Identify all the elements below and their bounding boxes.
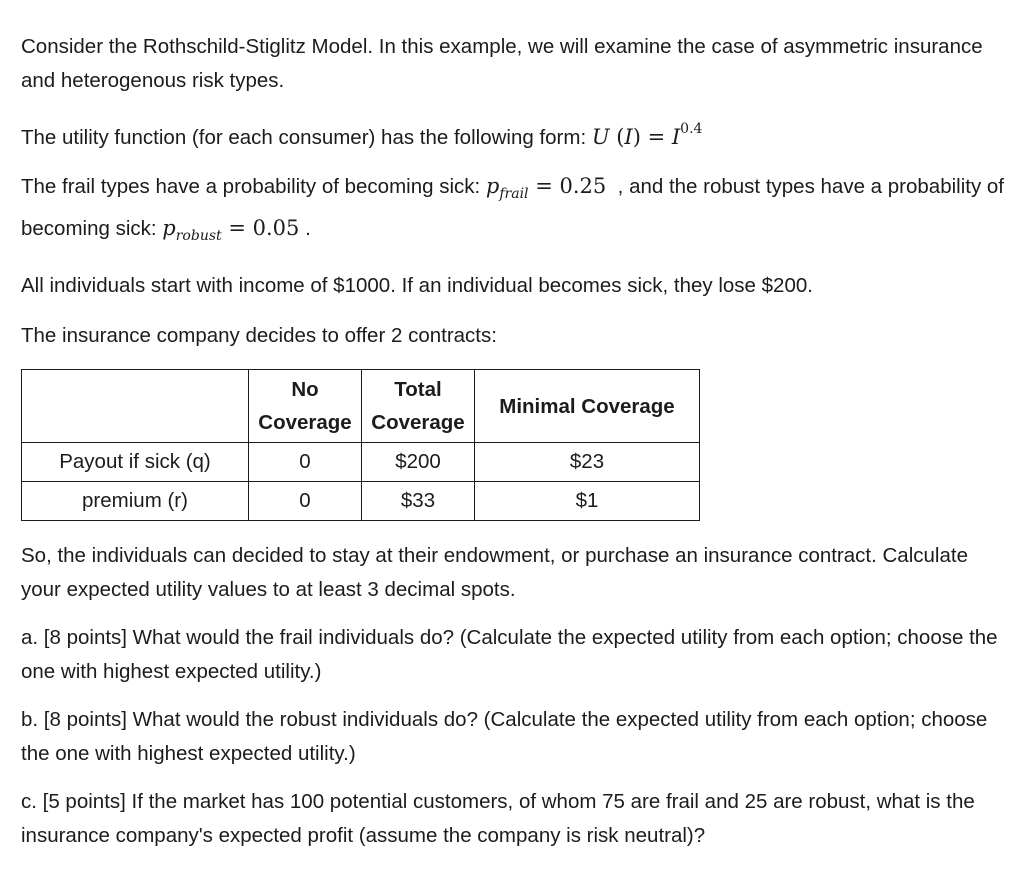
robust-probability-formula: $p_{robust} = 0.05$ — [162, 216, 300, 244]
table-row — [22, 482, 700, 521]
row-label: Payout if sick (q) — [22, 443, 249, 482]
header-total-coverage-line1: Total — [394, 378, 442, 401]
minimal-coverage-cell: $23 — [475, 443, 700, 482]
frail-subscript: frail — [499, 186, 529, 202]
problem-document — [21, 30, 1011, 853]
header-minimal-coverage: Minimal Coverage — [475, 370, 700, 443]
utility-text: The utility function (for each consumer) has the following form: — [21, 126, 592, 149]
income-paragraph: All individuals start with income of $1000. If an individual becomes sick, they lose $200. — [21, 274, 813, 297]
robust-prefix: , and the robust types have a probability of becoming sick: — [21, 175, 1004, 240]
frail-value: 0.25 — [559, 174, 607, 198]
utility-formula: U $(I) = I^{0.4}$ — [591, 121, 703, 149]
header-blank-cell — [22, 370, 249, 443]
offer-paragraph: The insurance company decides to offer 2 contracts: — [21, 324, 497, 347]
utility-paragraph — [21, 112, 1011, 155]
frail-prefix: The frail types have a probability of becoming sick: — [21, 175, 486, 198]
no-coverage-cell: 0 — [249, 482, 362, 521]
frail-probability-formula: $p_{frail} = 0.25$ — [485, 174, 607, 202]
table-row — [22, 443, 700, 482]
header-total-coverage — [362, 370, 475, 443]
robust-subscript: robust — [175, 228, 222, 244]
intro-paragraph: Consider the Rothschild-Stiglitz Model. In this example, we will examine the case of asymmetric insurance and heterogenous risk types. — [21, 35, 983, 92]
header-no-coverage-line2: Coverage — [258, 411, 352, 434]
utility-fn-arg: I — [624, 125, 633, 149]
utility-fn-name: U — [591, 125, 610, 149]
robust-value: 0.05 — [252, 216, 300, 240]
frail-p-symbol: p — [485, 174, 500, 198]
total-coverage-cell: $33 — [362, 482, 475, 521]
question-c: c. [5 points] If the market has 100 potential customers, of whom 75 are frail and 25 are robust, what is the insurance company's expected profit (assume the company is risk neutral)? — [21, 790, 975, 847]
probabilities-end: . — [305, 217, 311, 240]
contracts-table — [21, 369, 700, 521]
header-no-coverage-line1: No — [291, 378, 319, 401]
no-coverage-cell: 0 — [249, 443, 362, 482]
table-header-row — [22, 370, 700, 443]
after-table-paragraph: So, the individuals can decided to stay at their endowment, or purchase an insurance contract. Calculate your expected utility values to at least 3 decimal spots. — [21, 544, 968, 601]
question-a: a. [8 points] What would the frail individuals do? (Calculate the expected utility from each option; choose the one with highest expected utility.) — [21, 626, 998, 683]
utility-exponent: 0.4 — [680, 121, 703, 137]
robust-p-symbol: p — [162, 216, 176, 240]
question-b: b. [8 points] What would the robust individuals do? (Calculate the expected utility from each option; choose the one with highest expected utility.) — [21, 708, 988, 765]
probabilities-paragraph — [21, 169, 1011, 253]
header-total-coverage-line2: Coverage — [371, 411, 465, 434]
total-coverage-cell: $200 — [362, 443, 475, 482]
minimal-coverage-cell: $1 — [475, 482, 700, 521]
utility-base: I — [671, 125, 681, 149]
header-no-coverage — [249, 370, 362, 443]
row-label: premium (r) — [22, 482, 249, 521]
